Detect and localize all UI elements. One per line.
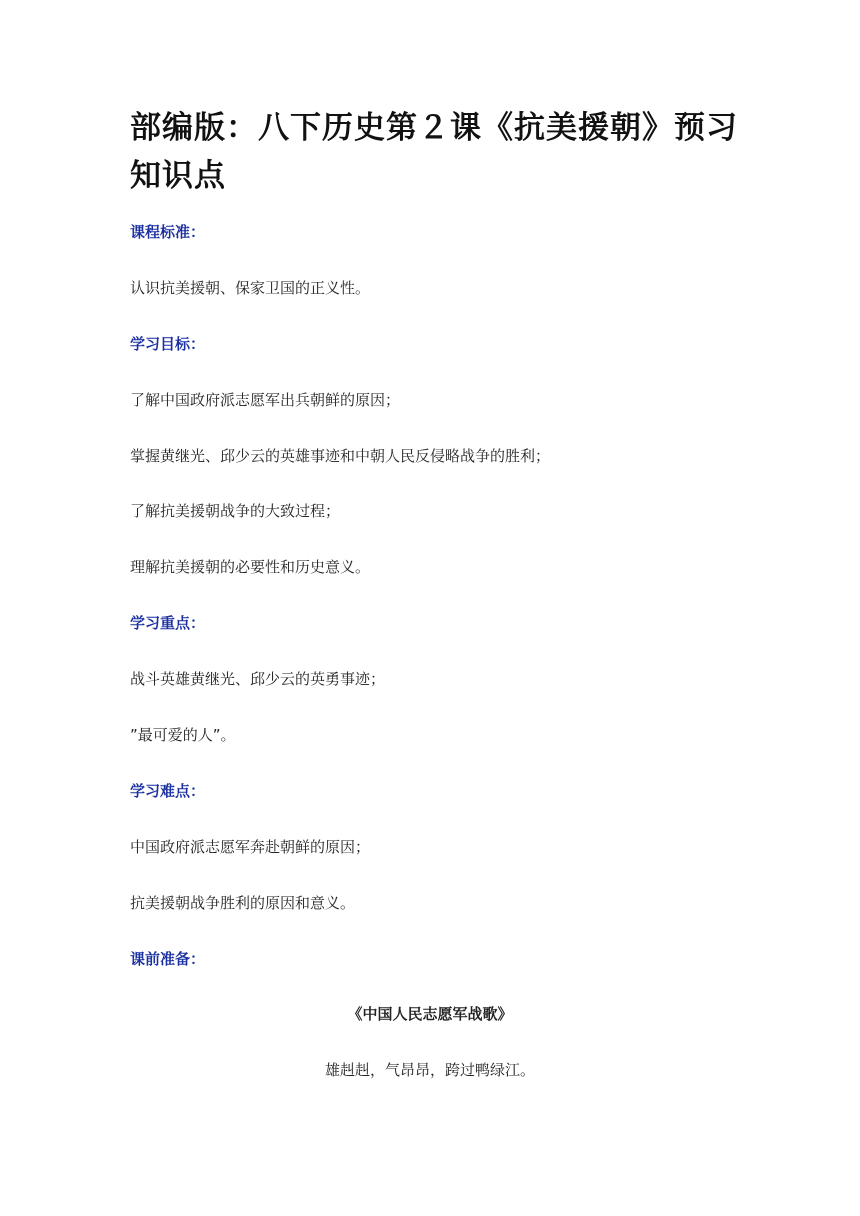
- difficulty-item: 中国政府派志愿军奔赴朝鲜的原因；: [130, 838, 371, 856]
- key-point-item: 战斗英雄黄继光、邱少云的英勇事迹；: [130, 670, 386, 688]
- section-heading-preparation: 课前准备：: [130, 950, 206, 968]
- objective-item: 理解抗美援朝的必要性和历史意义。: [130, 558, 371, 576]
- objective-item: 掌握黄继光、邱少云的英雄事迹和中朝人民反侵略战争的胜利；: [130, 447, 551, 465]
- objective-item: 了解中国政府派志愿军出兵朝鲜的原因；: [130, 391, 401, 409]
- document-title: 部编版：八下历史第２课《抗美援朝》预习知识点: [130, 110, 738, 194]
- song-lyric-line: 雄赳赳，气昂昂，跨过鸭绿江。: [324, 1061, 535, 1079]
- objective-item: 了解抗美援朝战争的大致过程；: [130, 502, 341, 520]
- section-heading-standard: 课程标准：: [130, 223, 206, 241]
- section-heading-objectives: 学习目标：: [130, 335, 206, 353]
- difficulty-item: 抗美援朝战争胜利的原因和意义。: [130, 894, 356, 912]
- standard-item: 认识抗美援朝、保家卫国的正义性。: [130, 279, 371, 297]
- section-heading-difficulties: 学习难点：: [130, 782, 206, 800]
- song-title: 《中国人民志愿军战歌》: [347, 1005, 513, 1023]
- key-point-item: ”最可爱的人”。: [130, 726, 236, 744]
- section-heading-key-points: 学习重点：: [130, 614, 206, 632]
